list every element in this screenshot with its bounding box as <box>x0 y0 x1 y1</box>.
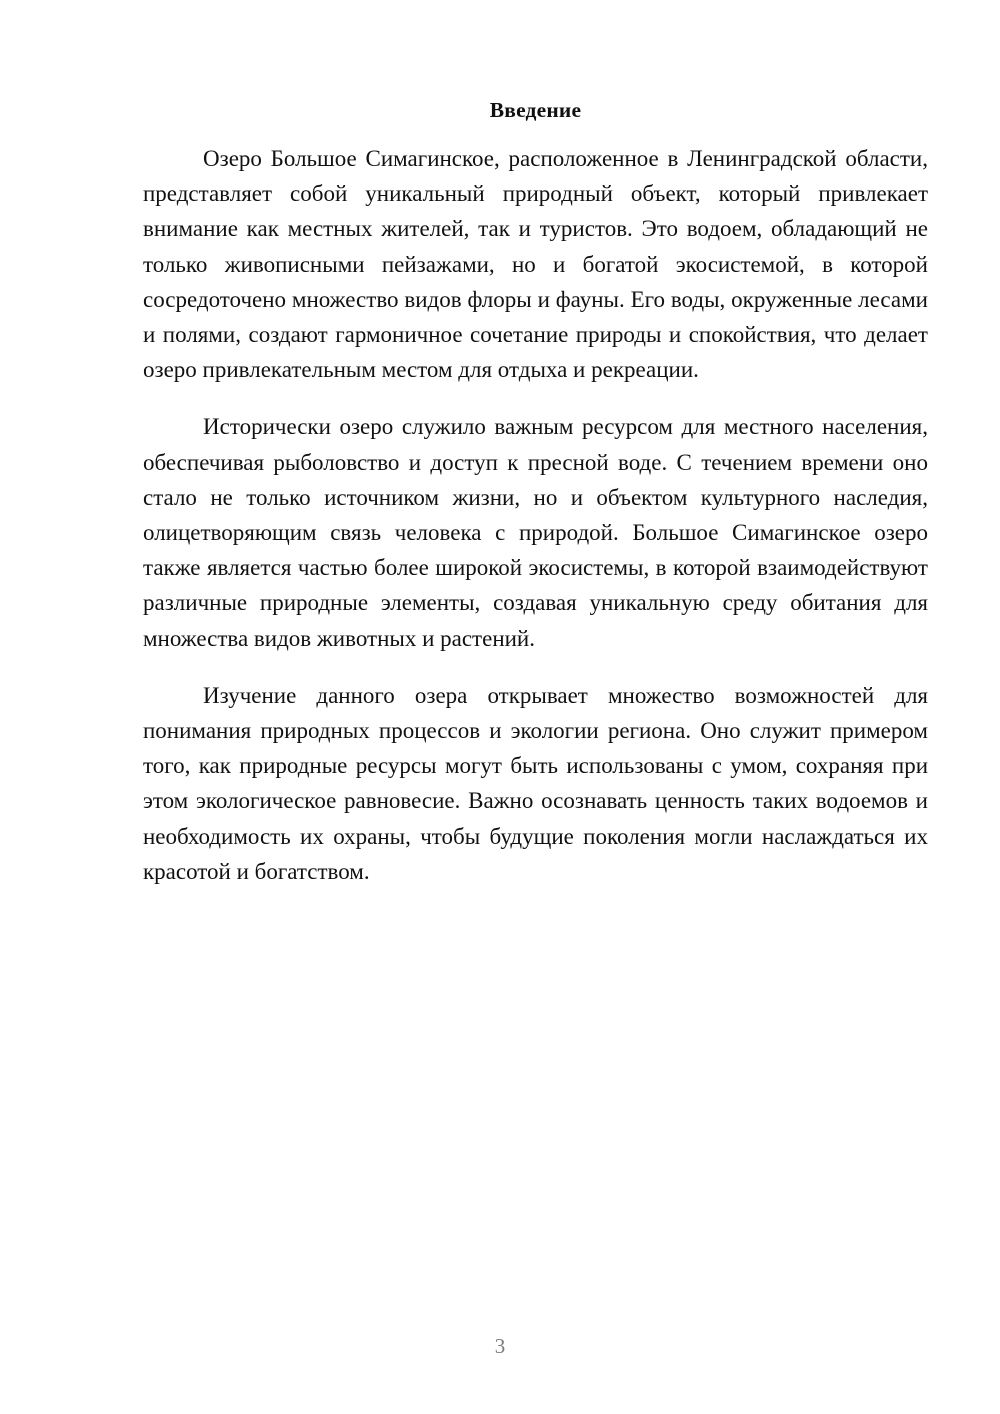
paragraph-2: Исторически озеро служило важным ресурсом для местного населения, обеспечивая рыболовство и доступ к пресной воде. С течением времени оно стало не только источником жизни, но и объектом культурного наследия, олицетворяющим связь человека с природой. Большое Симагинское озеро также является частью более широкой экосистемы, в которой взаимодействуют различные природные элементы, создавая уникальную среду обитания для множества видов животных и растений. <box>143 414 928 651</box>
page-content <box>143 94 928 911</box>
page-number: 3 <box>494 1334 506 1358</box>
page-title: Введение <box>489 98 582 122</box>
paragraph-3: Изучение данного озера открывает множество возможностей для понимания природных процессов и экологии региона. Оно служит примером того, как природные ресурсы могут быть использованы с умом, сохраняя при этом экологическое равновесие. Важно осознавать ценность таких водоемов и необходимость их охраны, чтобы будущие поколения могли наслаждаться их красотой и богатством. <box>143 682 928 884</box>
paragraph-1: Озеро Большое Симагинское, расположенное в Ленинградской области, представляет собой уникальный природный объект, который привлекает внимание как местных жителей, так и туристов. Это водоем, обладающий не только живописными пейзажами, но и богатой экосистемой, в которой сосредоточено множество видов флоры и фауны. Его воды, окруженные лесами и полями, создают гармоничное сочетание природы и спокойствия, что делает озеро привлекательным местом для отдыха и рекреации. <box>143 146 928 383</box>
